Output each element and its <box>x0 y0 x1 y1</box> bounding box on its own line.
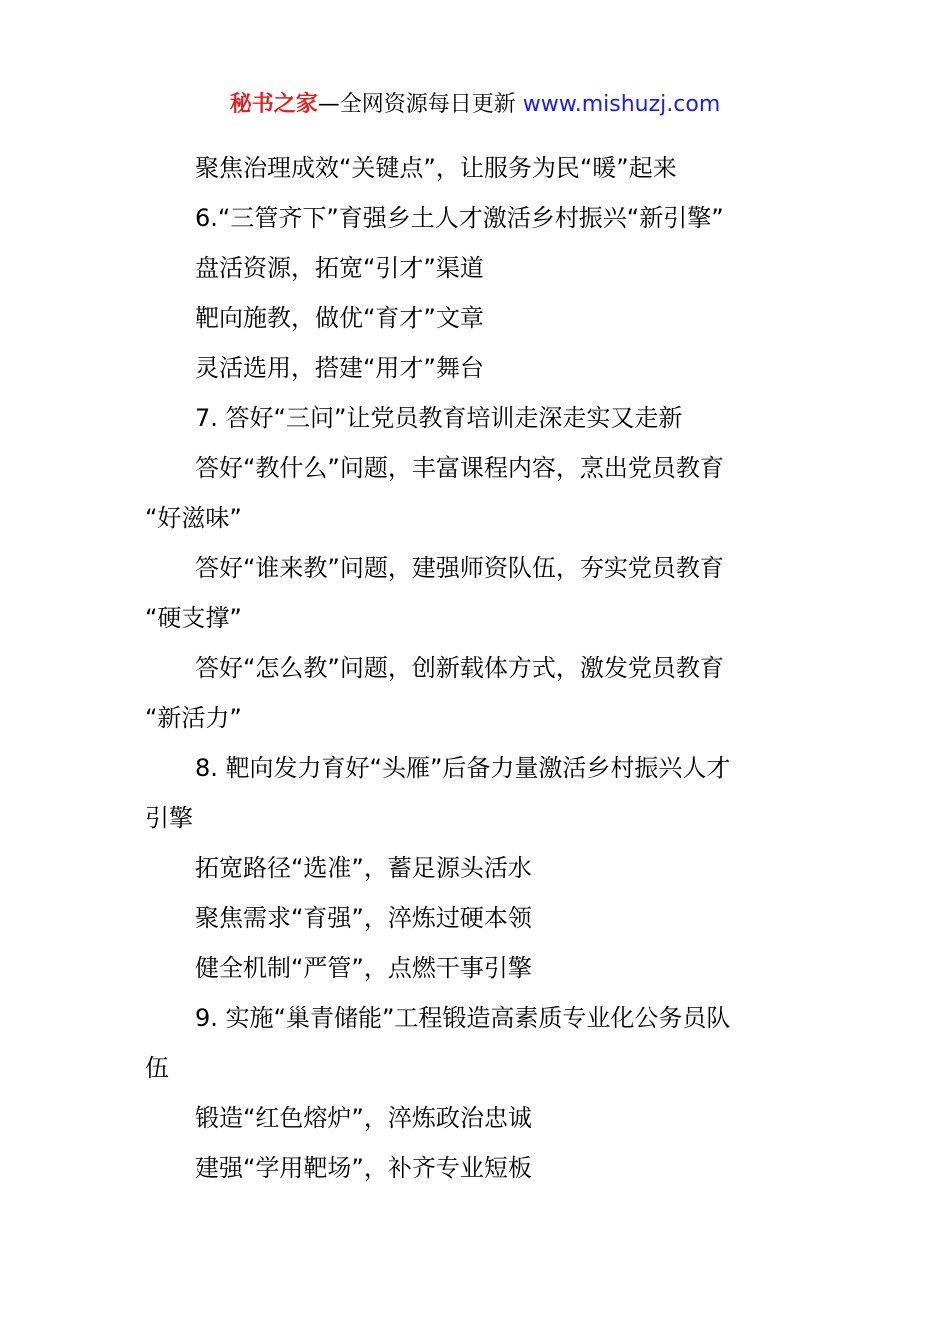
paragraph: 靶向施教，做优“育才”文章 <box>195 304 484 332</box>
paragraph-line-first: 9. 实施“巢青储能”工程锻造高素质专业化公务员队 <box>195 1004 731 1032</box>
page-header <box>0 88 950 122</box>
header-slogan: —全网资源每日更新 <box>317 92 516 117</box>
paragraph-line-rest: “新活力” <box>145 704 242 732</box>
paragraph-line-rest: “好滋味” <box>145 504 242 532</box>
paragraph-line-first: 答好“谁来教”问题，建强师资队伍，夯实党员教育 <box>195 554 724 582</box>
heading-item-6: 6.“三管齐下”育强乡土人才激活乡村振兴“新引擎” <box>195 204 724 232</box>
paragraph: 拓宽路径“选准”，蓄足源头活水 <box>195 854 532 882</box>
paragraph: 聚焦治理成效“关键点”，让服务为民“暖”起来 <box>195 154 677 182</box>
paragraph-line-rest: “硬支撑” <box>145 604 242 632</box>
heading-item-8 <box>145 743 810 843</box>
heading-item-7: 7. 答好“三问”让党员教育培训走深走实又走新 <box>195 404 683 432</box>
header-brand: 秘书之家 <box>229 92 318 117</box>
document-body <box>145 143 810 1193</box>
paragraph-line-first: 8. 靶向发力育好“头雁”后备力量激活乡村振兴人才 <box>195 754 731 782</box>
header-url-link[interactable]: www.mishuzj.com <box>522 92 721 117</box>
paragraph-line-rest: 引擎 <box>145 804 193 832</box>
paragraph: 聚焦需求“育强”，淬炼过硬本领 <box>195 904 532 932</box>
paragraph-wrapped <box>145 643 810 743</box>
paragraph-wrapped <box>145 543 810 643</box>
paragraph: 锻造“红色熔炉”，淬炼政治忠诚 <box>195 1104 532 1132</box>
paragraph-wrapped <box>145 443 810 543</box>
paragraph: 建强“学用靶场”，补齐专业短板 <box>195 1154 532 1182</box>
heading-item-9 <box>145 993 810 1093</box>
paragraph: 灵活选用，搭建“用才”舞台 <box>195 354 484 382</box>
paragraph-line-first: 答好“教什么”问题，丰富课程内容，烹出党员教育 <box>195 454 724 482</box>
paragraph-line-first: 答好“怎么教”问题，创新载体方式，激发党员教育 <box>195 654 724 682</box>
paragraph-line-rest: 伍 <box>145 1054 169 1082</box>
paragraph: 盘活资源，拓宽“引才”渠道 <box>195 254 484 282</box>
paragraph: 健全机制“严管”，点燃干事引擎 <box>195 954 532 982</box>
